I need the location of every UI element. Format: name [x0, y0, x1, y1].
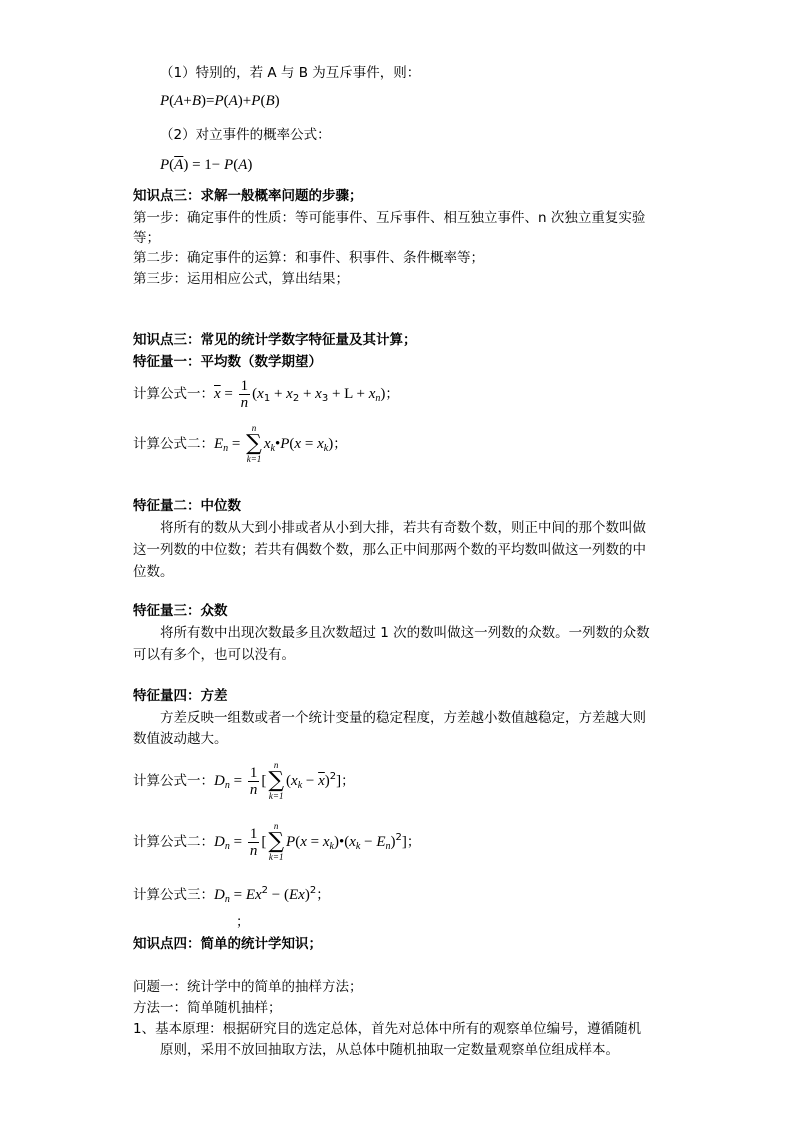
- heading-feature-2: 特征量二：中位数: [133, 498, 241, 514]
- heading-knowledge-point-3b: 知识点三：常见的统计学数字特征量及其计算；: [133, 332, 417, 348]
- formula-expectation: 计算公式二：$E_n$ = n ∑ k=1 $x_k•P(x = x_k)$；: [133, 423, 347, 464]
- formula-variance-1: 计算公式一：$D_n$ = $\frac{1}{n}$ [ n ∑ k=1 $(x_k - \overline{x})^2$]；: [133, 760, 355, 801]
- formula-label: 计算公式一：: [133, 386, 214, 402]
- variance-paragraph-line-2: 数值波动越大。: [133, 731, 228, 747]
- step-3: 第三步：运用相应公式，算出结果；: [133, 271, 349, 287]
- step-1-line-2: 等；: [133, 230, 160, 246]
- method-1: 方法一：简单随机抽样；: [133, 1000, 282, 1016]
- mode-paragraph-line-2: 可以有多个，也可以没有。: [133, 647, 295, 663]
- median-paragraph-line-1: 将所有的数从大到小排或者从小到大排，若共有奇数个数，则正中间的那个数叫做: [160, 520, 646, 536]
- variance-paragraph-line-1: 方差反映一组数或者一个统计变量的稳定程度，方差越小数值越稳定，方差越大则: [160, 710, 646, 726]
- text-complement-intro: （2）对立事件的概率公式：: [160, 127, 331, 143]
- median-paragraph-line-2: 这一列数的中位数；若共有偶数个数，那么正中间那两个数的平均数叫做这一列数的中: [133, 542, 646, 558]
- principle-line-2: 原则，采用不放回抽取方法，从总体中随机抽取一定数量观察单位组成样本。: [160, 1042, 619, 1058]
- heading-feature-4: 特征量四：方差: [133, 688, 228, 704]
- heading-knowledge-point-3a: 知识点三：求解一般概率问题的步骤；: [133, 188, 363, 204]
- formula-variance-3: 计算公式三：$D_n = Ex^2 - (Ex)^2$；: [133, 885, 330, 905]
- formula-label: 计算公式三：: [133, 887, 214, 903]
- formula-label: 计算公式二：: [133, 834, 214, 850]
- text-mutual-exclusive-intro: （1）特别的，若 A 与 B 为互斥事件，则：: [160, 65, 421, 81]
- step-2: 第二步：确定事件的运算：和事件、积事件、条件概率等；: [133, 250, 484, 266]
- principle-line-1: 1、基本原理：根据研究目的选定总体，首先对总体中所有的观察单位编号，遵循随机: [133, 1021, 642, 1037]
- formula-complement: $P(\overline{A}) = 1- P(A)$: [160, 157, 253, 173]
- stray-semicolon: ；: [236, 914, 250, 930]
- question-1: 问题一：统计学中的简单的抽样方法；: [133, 979, 363, 995]
- heading-feature-3: 特征量三：众数: [133, 603, 228, 619]
- formula-variance-2: 计算公式二：$D_n$ = $\frac{1}{n}$ [ n ∑ k=1 $P(x = x_k)•(x_k - E_n)^2$]；: [133, 821, 421, 862]
- median-paragraph-line-3: 位数。: [133, 564, 174, 580]
- formula-label: 计算公式一：: [133, 773, 214, 789]
- heading-knowledge-point-4: 知识点四：简单的统计学知识；: [133, 936, 322, 952]
- heading-feature-1: 特征量一：平均数（数学期望）: [133, 354, 322, 370]
- formula-mean: 计算公式一：$\overline{x}$ = $\frac{1}{n}$ $(x_1 + x_2 + x_3 + L + x_n)$；: [133, 377, 399, 411]
- formula-addition-rule: P(A+B)=P(A)+P(B): [160, 93, 280, 109]
- formula-label: 计算公式二：: [133, 436, 214, 452]
- step-1-line-1: 第一步：确定事件的性质：等可能事件、互斥事件、相互独立事件、n 次独立重复实验: [133, 210, 646, 226]
- mode-paragraph-line-1: 将所有数中出现次数最多且次数超过 1 次的数叫做这一列数的众数。一列数的众数: [160, 625, 650, 641]
